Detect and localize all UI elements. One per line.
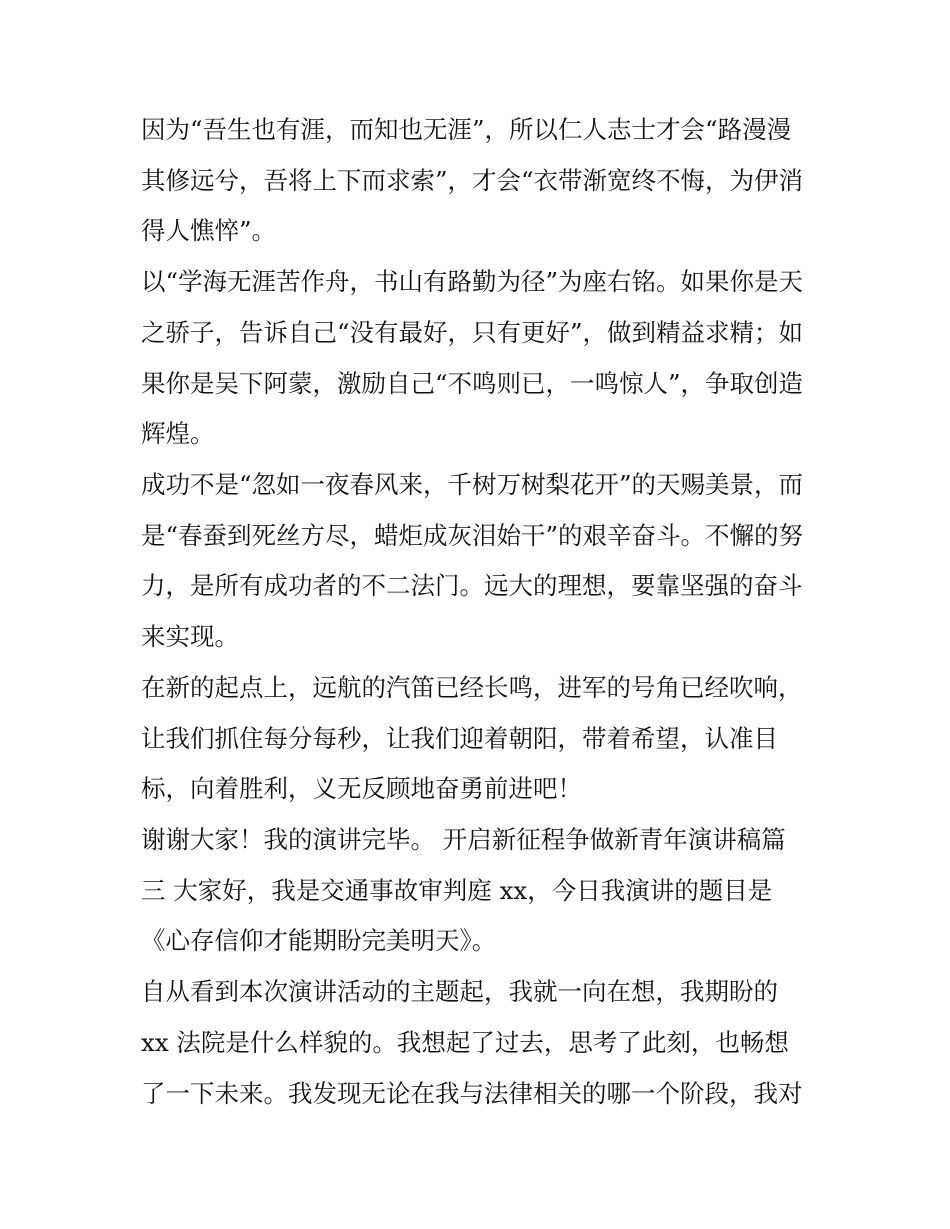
text-line: 成功不是“忽如一夜春风来，千树万树梨花开”的天赐美景，而 [141, 470, 804, 499]
text-line: 力，是所有成功者的不二法门。远大的理想，要靠坚强的奋斗 [141, 571, 803, 600]
text-line: 三 大家好，我是交通事故审判庭 xx，今日我演讲的题目是 [141, 876, 773, 905]
text-line: 来实现。 [141, 622, 239, 651]
text-line: 之骄子，告诉自己“没有最好，只有更好”，做到精益求精；如 [141, 318, 804, 347]
text-line: 了一下未来。我发现无论在我与法律相关的哪一个阶段，我对 [141, 1079, 803, 1108]
text-line: 得人憔悴”。 [141, 216, 277, 245]
text-line: 谢谢大家！我的演讲完毕。 开启新征程争做新青年演讲稿篇 [141, 825, 786, 854]
text-line: xx 法院是什么样貌的。我想起了过去，思考了此刻，也畅想 [141, 1028, 789, 1057]
text-line: 《心存信仰才能期盼完美明天》。 [141, 926, 497, 955]
text-line: 其修远兮，吾将上下而求索”，才会“衣带渐宽终不悔，为伊消 [141, 166, 804, 195]
text-line: 让我们抓住每分每秒，让我们迎着朝阳，带着希望，认准目 [141, 724, 778, 753]
text-line: 是“春蚕到死丝方尽，蜡炬成灰泪始干”的艰辛奋斗。不懈的努 [141, 521, 804, 550]
text-line: 以“学海无涯苦作舟，书山有路勤为径”为座右铭。如果你是天 [141, 267, 804, 296]
text-line: 在新的起点上，远航的汽笛已经长鸣，进军的号角已经吹响， [141, 673, 803, 702]
text-line: 辉煌。 [141, 419, 215, 448]
text-line: 自从看到本次演讲活动的主题起，我就一向在想，我期盼的 [141, 977, 778, 1006]
text-line: 因为“吾生也有涯，而知也无涯”，所以仁人志士才会“路漫漫 [141, 115, 792, 144]
text-line: 标，向着胜利，义无反顾地奋勇前进吧！ [141, 774, 582, 803]
text-line: 果你是吴下阿蒙，激励自己“不鸣则已，一鸣惊人”，争取创造 [141, 369, 804, 398]
